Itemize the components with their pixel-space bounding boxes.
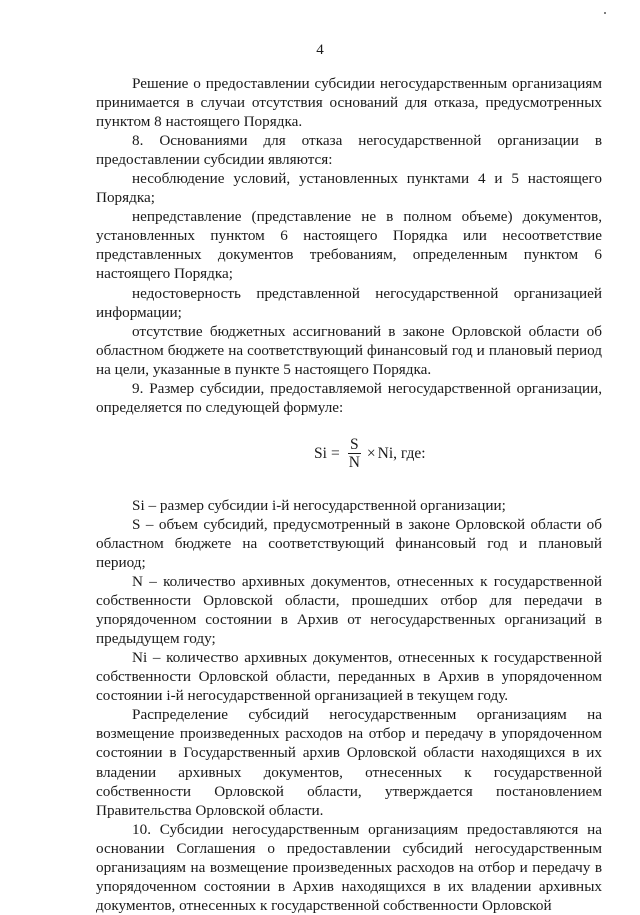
list-item-missing-documents: непредставление (представление не в полном объеме) документов, установленных пунктом 6 настоящего Порядка или несоответствие представленных документов требованиям, определенным пунктом 6 настоящего Порядка; (96, 208, 602, 283)
formula-numerator: S (349, 435, 359, 453)
list-item-unreliable-info: недостоверность представленной негосударственной организацией информации; (96, 284, 602, 321)
subsidy-formula (314, 436, 426, 471)
formula-times: × (366, 444, 376, 462)
formula-denominator: N (348, 453, 360, 471)
formula-equals: = (330, 444, 340, 462)
paragraph-agreement: 10. Субсидии негосударственным организациям предоставляются на основании Соглашения о предоставлении субсидий негосударственным организациям на возмещение произведенных расходов на отбор и передачу в упорядоченном состоянии в Архив находящихся в их владении архивных документов, отнесенных к государственной собственности Орловской (96, 820, 602, 914)
document-body (96, 74, 602, 915)
formula-fraction (347, 436, 362, 471)
scan-speck (604, 12, 606, 14)
definition-n: N – количество архивных документов, отнесенных к государственной собственности Орловской области, прошедших отбор для передачи в упорядоченном состоянии в Архив от негосударственных организаций в предыдущем году; (96, 573, 602, 648)
paragraph-subsidy-size: 9. Размер субсидии, предоставляемой негосударственной организации, определяется по следующей формуле: (96, 379, 602, 416)
definition-ni: Ni – количество архивных документов, отнесенных к государственной собственности Орловской области, переданных в Архив в упорядоченном состоянии i-й негосударственной организацией в текущем году. (96, 649, 602, 705)
formula-lhs: Si (314, 444, 327, 462)
paragraph-refusal-grounds: 8. Основаниями для отказа негосударственной организации в предоставлении субсидии являются: (96, 132, 602, 169)
paragraph-distribution: Распределение субсидий негосударственным организациям на возмещение произведенных расходов на отбор и передачу в упорядоченном состоянии в Государственный архив Орловской области находящихся в их владении архивных документов, отнесенных к государственной собственности Орловской области, утверждается постановлением Правительства Орловской области. (96, 706, 602, 819)
formula-suffix: , где: (393, 444, 426, 462)
paragraph-decision: Решение о предоставлении субсидии негосударственным организациям принимается в случаи отсутствия оснований для отказа, предусмотренных пунктом 8 настоящего Порядка. (96, 75, 602, 131)
page-number: 4 (316, 42, 324, 58)
formula-block (96, 424, 602, 488)
list-item-no-budget: отсутствие бюджетных ассигнований в законе Орловской области об областном бюджете на соответствующий финансовый год и плановый период на цели, указанные в пункте 5 настоящего Порядка. (96, 322, 602, 378)
definition-si: Si – размер субсидии i-й негосударственной организации; (132, 496, 506, 514)
formula-factor: Ni (377, 444, 394, 462)
list-item-noncompliance: несоблюдение условий, установленных пунктами 4 и 5 настоящего Порядка; (96, 170, 602, 207)
definition-s: S – объем субсидий, предусмотренный в законе Орловской области об областном бюджете на соответствующий финансовый год и плановый период; (96, 515, 602, 571)
